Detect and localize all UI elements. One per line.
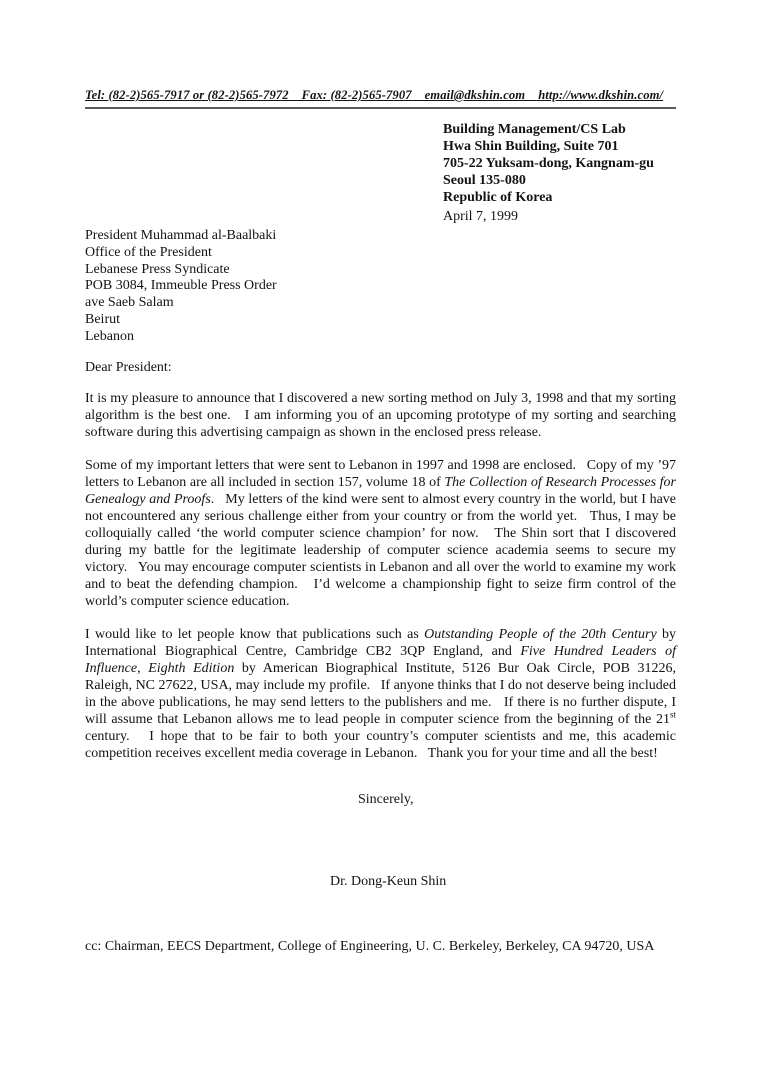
recipient-address-line: Lebanese Press Syndicate [85, 261, 230, 277]
body-text: Some of my important letters that were sent to Lebanon in 1997 and 1998 are enclosed. Copy of my ’97 letters to Lebanon are all included in section 157, volume 18 of [85, 458, 676, 490]
recipient-address-line: President Muhammad al-Baalbaki [85, 228, 277, 243]
recipient-address-line: Lebanon [85, 328, 134, 344]
sender-address-line: Building Management/CS Lab [443, 122, 626, 137]
signature-name: Dr. Dong-Keun Shin [330, 874, 447, 889]
body-paragraph [85, 457, 676, 610]
sender-address-line: 705-22 Yuksam-dong, Kangnam-gu [443, 156, 654, 171]
sender-address-line: Republic of Korea [443, 190, 553, 205]
salutation: Dear President: [85, 360, 172, 375]
letterhead-contact-line: Tel: (82-2)565-7917 or (82-2)565-7972 Fax: (82-2)565-7907 email@dkshin.com http://www.dkshin.com/ [85, 88, 676, 109]
body-text: by International Biographical Centre, Cambridge CB2 3QP England, and [85, 627, 676, 659]
sender-address-line: Hwa Shin Building, Suite 701 [443, 139, 619, 154]
body-text: century. I hope that to be fair to both your country’s computer scientists and me, this academic competition receives excellent media coverage in Lebanon. Thank you for your time and all the best! [85, 729, 676, 761]
sender-address-line: Seoul 135-080 [443, 173, 526, 188]
italic-title-text: Five Hundred Leaders of Influence [85, 644, 677, 676]
recipient-address-block [85, 228, 277, 346]
body-paragraph [85, 626, 676, 762]
body-text: by American Biographical Institute, 5126 Bur Oak Circle, POB 31226, Raleigh, NC 27622, USA, may include my profile. If anyone thinks that I do not deserve being included in the above publications, he may send letters to the publishers and me. If there is no further dispute, I will assume that Lebanon allows me to lead people in computer science from the beginning of the 21 [85, 661, 677, 727]
body-text: I would like to let people know that publications such as [85, 627, 425, 642]
date-line: April 7, 1999 [443, 209, 519, 224]
body-text: , [137, 661, 149, 676]
recipient-address-line: Office of the President [85, 244, 212, 260]
body-paragraph [85, 390, 676, 441]
italic-title-text: Eighth Edition [148, 661, 235, 676]
sender-address-block [443, 121, 654, 206]
body-text: It is my pleasure to announce that I discovered a new sorting method on July 3, 1998 and that my sorting algorithm is the best one. I am informing you of an upcoming prototype of my sorting and searching software during this advertising campaign as shown in the enclosed press release. [85, 391, 676, 440]
cc-line: cc: Chairman, EECS Department, College of Engineering, U. C. Berkeley, Berkeley, CA 94720, USA [85, 939, 655, 954]
letter-body [85, 390, 676, 778]
recipient-address-line: POB 3084, Immeuble Press Order [85, 278, 277, 294]
ordinal-superscript: st [669, 709, 676, 720]
italic-title-text: Outstanding People of the 20th Century [424, 627, 657, 642]
recipient-address-line: ave Saeb Salam [85, 295, 174, 311]
body-text: . My letters of the kind were sent to almost every country in the world, but I have not encountered any serious challenge either from your country or from the world yet. Thus, I may be colloquially called ‘the world computer science champion’ for now. The Shin sort that I discovered during my battle for the legitimate leadership of computer science academia seems to secure my victory. You may encourage computer scientists in Lebanon and all over the world to examine my work and to beat the defending champion. I’d welcome a championship fight to seize firm control of the world’s computer science education. [85, 492, 676, 609]
closing-phrase: Sincerely, [358, 792, 414, 807]
recipient-address-line: Beirut [85, 311, 120, 327]
italic-title-text: The Collection of Research Processes for Genealogy and Proofs [85, 475, 676, 507]
